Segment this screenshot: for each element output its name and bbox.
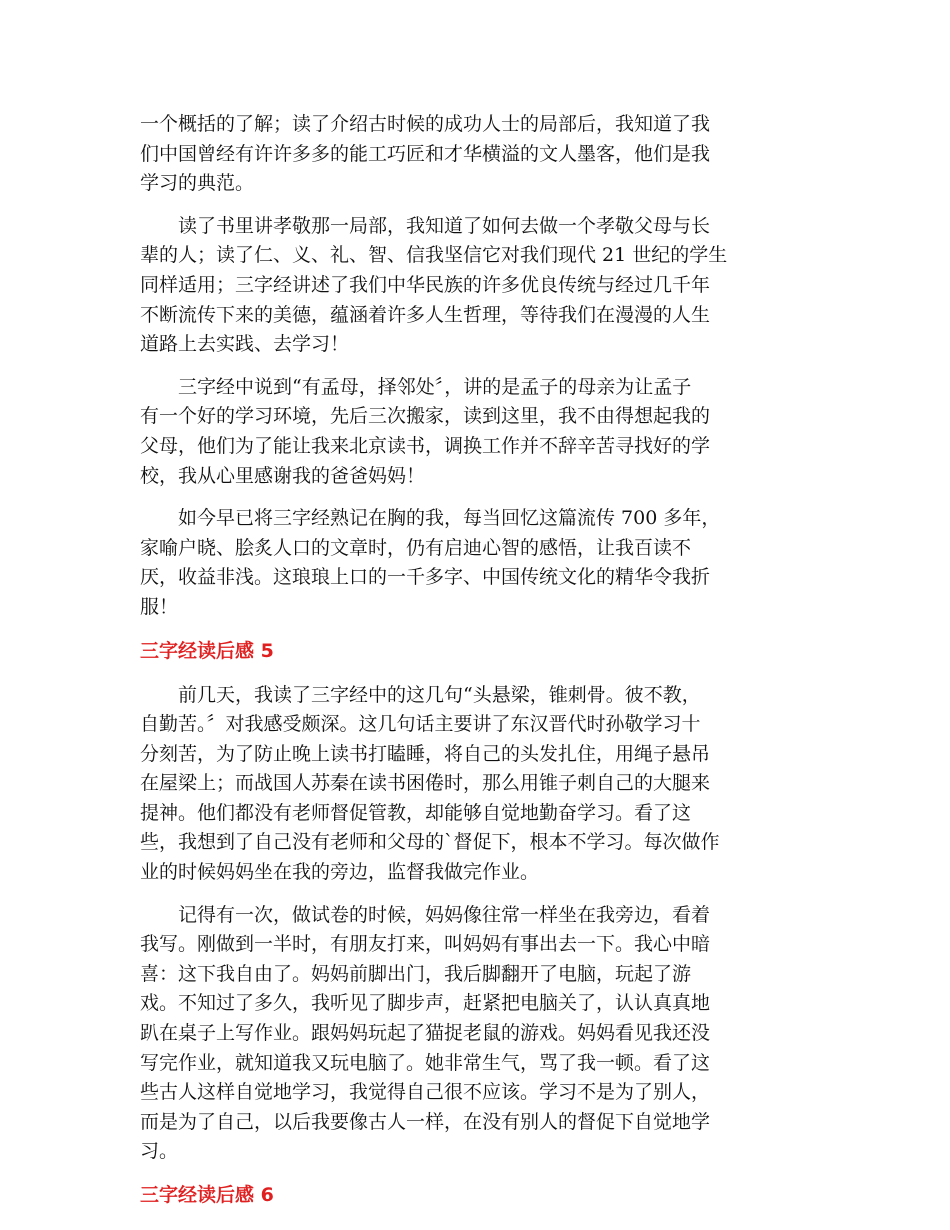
text-line: 父母，他们为了能让我来北京读书，调换工作并不辞辛苦寻找好的学 <box>140 434 711 457</box>
paragraph-2 <box>140 212 815 360</box>
text-line: 前几天，我读了三字经中的这几句“头悬梁，锥刺骨。彼不教， <box>140 683 701 706</box>
text-line: 家喻户晓、脍炙人口的文章时，仍有启迪心智的感悟，让我百读不 <box>140 536 692 559</box>
text-line: 读了书里讲孝敬那一局部，我知道了如何去做一个孝敬父母与长 <box>140 214 711 237</box>
paragraph-6 <box>140 901 815 1167</box>
text-line: 写完作业，就知道我又玩电脑了。她非常生气，骂了我一顿。看了这 <box>140 1051 711 1074</box>
text-line: 而是为了自己，以后我要像古人一样，在没有别人的督促下自觉地学 <box>140 1110 711 1133</box>
text-line: 自勤苦。〞对我感受颇深。这几句话主要讲了东汉晋代时孙敬学习十 <box>140 713 701 736</box>
text-line: 如今早已将三字经熟记在胸的我，每当回忆这篇流传 700 多年， <box>140 507 721 530</box>
text-line: 戏。不知过了多久，我听见了脚步声，赶紧把电脑关了，认认真真地 <box>140 992 711 1015</box>
text-line: 提神。他们都没有老师督促管教，却能够自觉地勤奋学习。看了这 <box>140 801 692 824</box>
paragraph-4 <box>140 504 815 622</box>
text-line: 分刻苦，为了防止晚上读书打瞌睡，将自己的头发扎住，用绳子悬吊 <box>140 742 711 765</box>
text-line: 辈的人；读了仁、义、礼、智、信我坚信它对我们现代 21 世纪的学生 <box>140 244 728 267</box>
paragraph-3 <box>140 373 815 491</box>
text-line: 些，我想到了自己没有老师和父母的`督促下，根本不学习。每次做作 <box>140 831 720 854</box>
text-line: 业的时候妈妈坐在我的旁边，监督我做完作业。 <box>140 861 540 884</box>
text-line: 厌，收益非浅。这琅琅上口的一千多字、中国传统文化的精华令我折 <box>140 566 711 589</box>
text-line: 一个概括的了解；读了介绍古时候的成功人士的局部后，我知道了我 <box>140 113 711 135</box>
text-line: 趴在桌子上写作业。跟妈妈玩起了猫捉老鼠的游戏。妈妈看见我还没 <box>140 1022 711 1045</box>
text-line: 些古人这样自觉地学习，我觉得自己很不应该。学习不是为了别人， <box>140 1081 711 1104</box>
text-line: 习。 <box>140 1140 179 1163</box>
paragraph-5 <box>140 681 815 888</box>
text-line: 有一个好的学习环境，先后三次搬家，读到这里，我不由得想起我的 <box>140 405 711 428</box>
text-line: 不断流传下来的美德，蕴涵着许多人生哲理，等待我们在漫漫的人生 <box>140 303 711 326</box>
section-heading-5: 三字经读后感 5 <box>140 639 274 662</box>
text-line: 喜：这下我自由了。妈妈前脚出门，我后脚翻开了电脑，玩起了游 <box>140 962 692 985</box>
text-line: 记得有一次，做试卷的时候，妈妈像往常一样坐在我旁边，看着 <box>140 903 711 926</box>
text-line: 们中国曾经有许许多多的能工巧匠和才华横溢的文人墨客，他们是我 <box>140 142 711 165</box>
section-heading-6: 三字经读后感 6 <box>140 1184 274 1206</box>
text-line: 校，我从心里感谢我的爸爸妈妈！ <box>140 464 426 487</box>
text-line: 服！ <box>140 595 179 618</box>
paragraph-1 <box>140 110 815 199</box>
text-line: 在屋梁上；而战国人苏秦在读书困倦时，那么用锥子刺自己的大腿来 <box>140 772 711 795</box>
text-line: 学习的典范。 <box>140 172 255 195</box>
text-line: 我写。刚做到一半时，有朋友打来，叫妈妈有事出去一下。我心中暗 <box>140 933 711 956</box>
text-line: 同样适用；三字经讲述了我们中华民族的许多优良传统与经过几千年 <box>140 273 711 296</box>
text-line: 道路上去实践、去学习！ <box>140 333 350 356</box>
text-line: 三字经中说到“有孟母，择邻处〞，讲的是孟子的母亲为让孟子 <box>140 375 692 398</box>
document-page <box>140 110 815 1225</box>
